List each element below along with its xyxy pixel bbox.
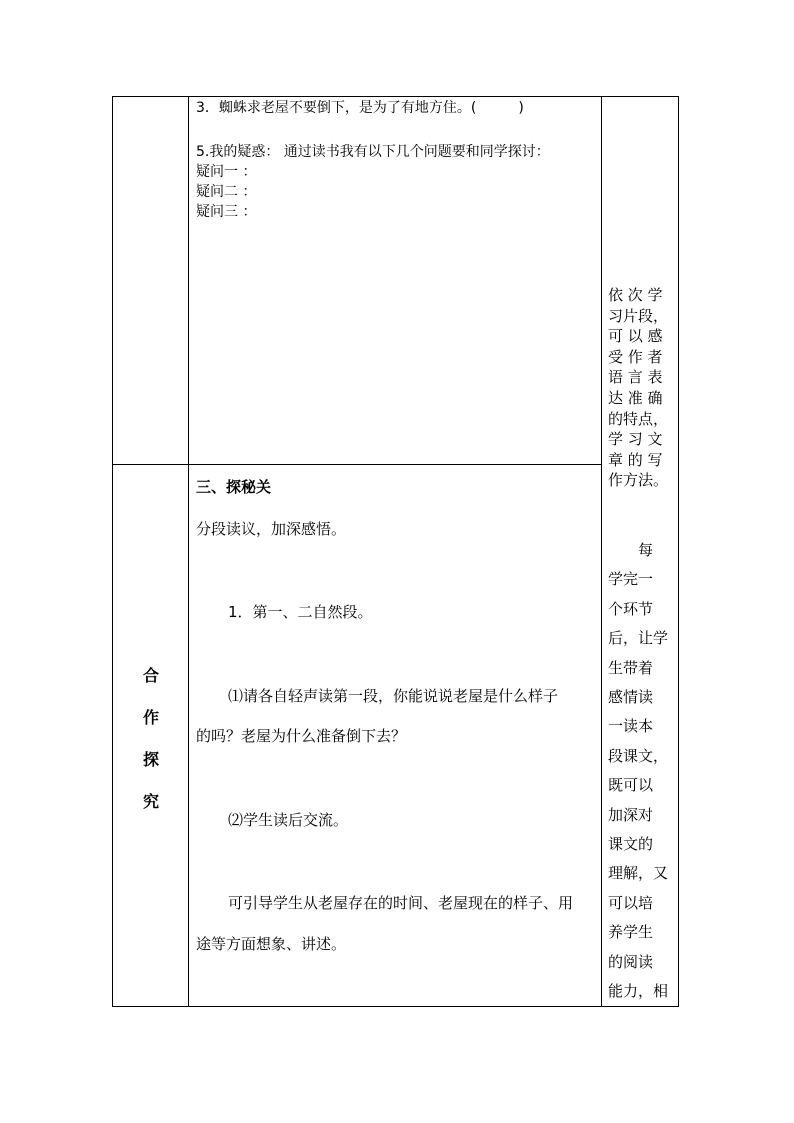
paragraph-2-line-1: ⑴请各自轻声读第一段，你能说说老屋是什么样子 (228, 687, 559, 705)
note-line: 的特点， (608, 409, 669, 428)
doubt-3: 疑问三 ： (196, 204, 257, 220)
question-3: 3．蜘蛛求老屋不要倒下，是为了有地方住。( ) (196, 100, 524, 116)
note-line: 可以培 (608, 893, 654, 912)
teaching-note-1 (608, 285, 668, 491)
note-line: 语 言 表 (608, 368, 663, 387)
note-line: 加深对 (608, 805, 654, 824)
note-line: 可 以 感 (608, 327, 663, 346)
note-line: 达 准 确 (608, 388, 663, 407)
note-line: 章 的 写 (608, 450, 663, 469)
note-line: 能力，相 (608, 982, 669, 1001)
note-line: 课文的 (608, 835, 654, 854)
paragraph-2-line-2: 的吗？老屋为什么准备倒下去？ (196, 727, 407, 745)
note-line: 个环节 (608, 599, 654, 618)
note-line: 感情读 (608, 688, 654, 707)
doubt-2: 疑问二 ： (196, 184, 257, 200)
section-label-char-4: 究 (143, 792, 160, 811)
table-top-border (112, 96, 679, 97)
teaching-note-2 (608, 536, 668, 1007)
note-line: 既可以 (608, 776, 654, 795)
paragraph-4-line-1: 可引导学生从老屋存在的时间、老屋现在的样子、用 (228, 894, 574, 912)
note-line: 每 (608, 541, 654, 559)
note-line: 习片段， (608, 306, 669, 325)
note-line: 生带着 (608, 658, 654, 677)
paragraph-4-line-2: 途等方面想象、讲述。 (196, 935, 347, 953)
note-line: 学完一 (608, 570, 654, 589)
paragraph-3: ⑵学生读后交流。 (228, 811, 349, 829)
section-intro: 分段读议，加深感悟。 (196, 520, 347, 538)
note-line: 作方法。 (608, 471, 669, 490)
section-label-char-1: 合 (143, 666, 160, 685)
section-heading: 三、探秘关 (196, 478, 272, 496)
column-divider-2 (601, 96, 602, 1007)
doubt-1: 疑问一 ： (196, 164, 257, 180)
note-line: 养学生 (608, 923, 654, 942)
section-label-char-3: 探 (143, 750, 160, 769)
note-line: 后，让学 (608, 629, 669, 648)
note-line: 受 作 者 (608, 347, 663, 366)
table-left-border (112, 96, 113, 1007)
paragraph-1: 1．第一、二自然段。 (228, 603, 373, 621)
note-line: 依 次 学 (608, 286, 663, 304)
column-divider-1 (188, 96, 189, 1007)
note-line: 段课文， (608, 746, 669, 765)
note-line: 理解，又 (608, 864, 669, 883)
section-label-char-2: 作 (143, 708, 160, 727)
table-right-border (678, 96, 679, 1007)
note-line: 学 习 文 (608, 430, 663, 449)
my-doubts: 5.我的疑惑： 通过读书我有以下几个问题要和同学探讨： (196, 144, 550, 160)
table-bottom-border (112, 1006, 679, 1007)
note-line: 一读本 (608, 717, 654, 736)
note-line: 的阅读 (608, 952, 654, 971)
row-divider (112, 464, 601, 465)
